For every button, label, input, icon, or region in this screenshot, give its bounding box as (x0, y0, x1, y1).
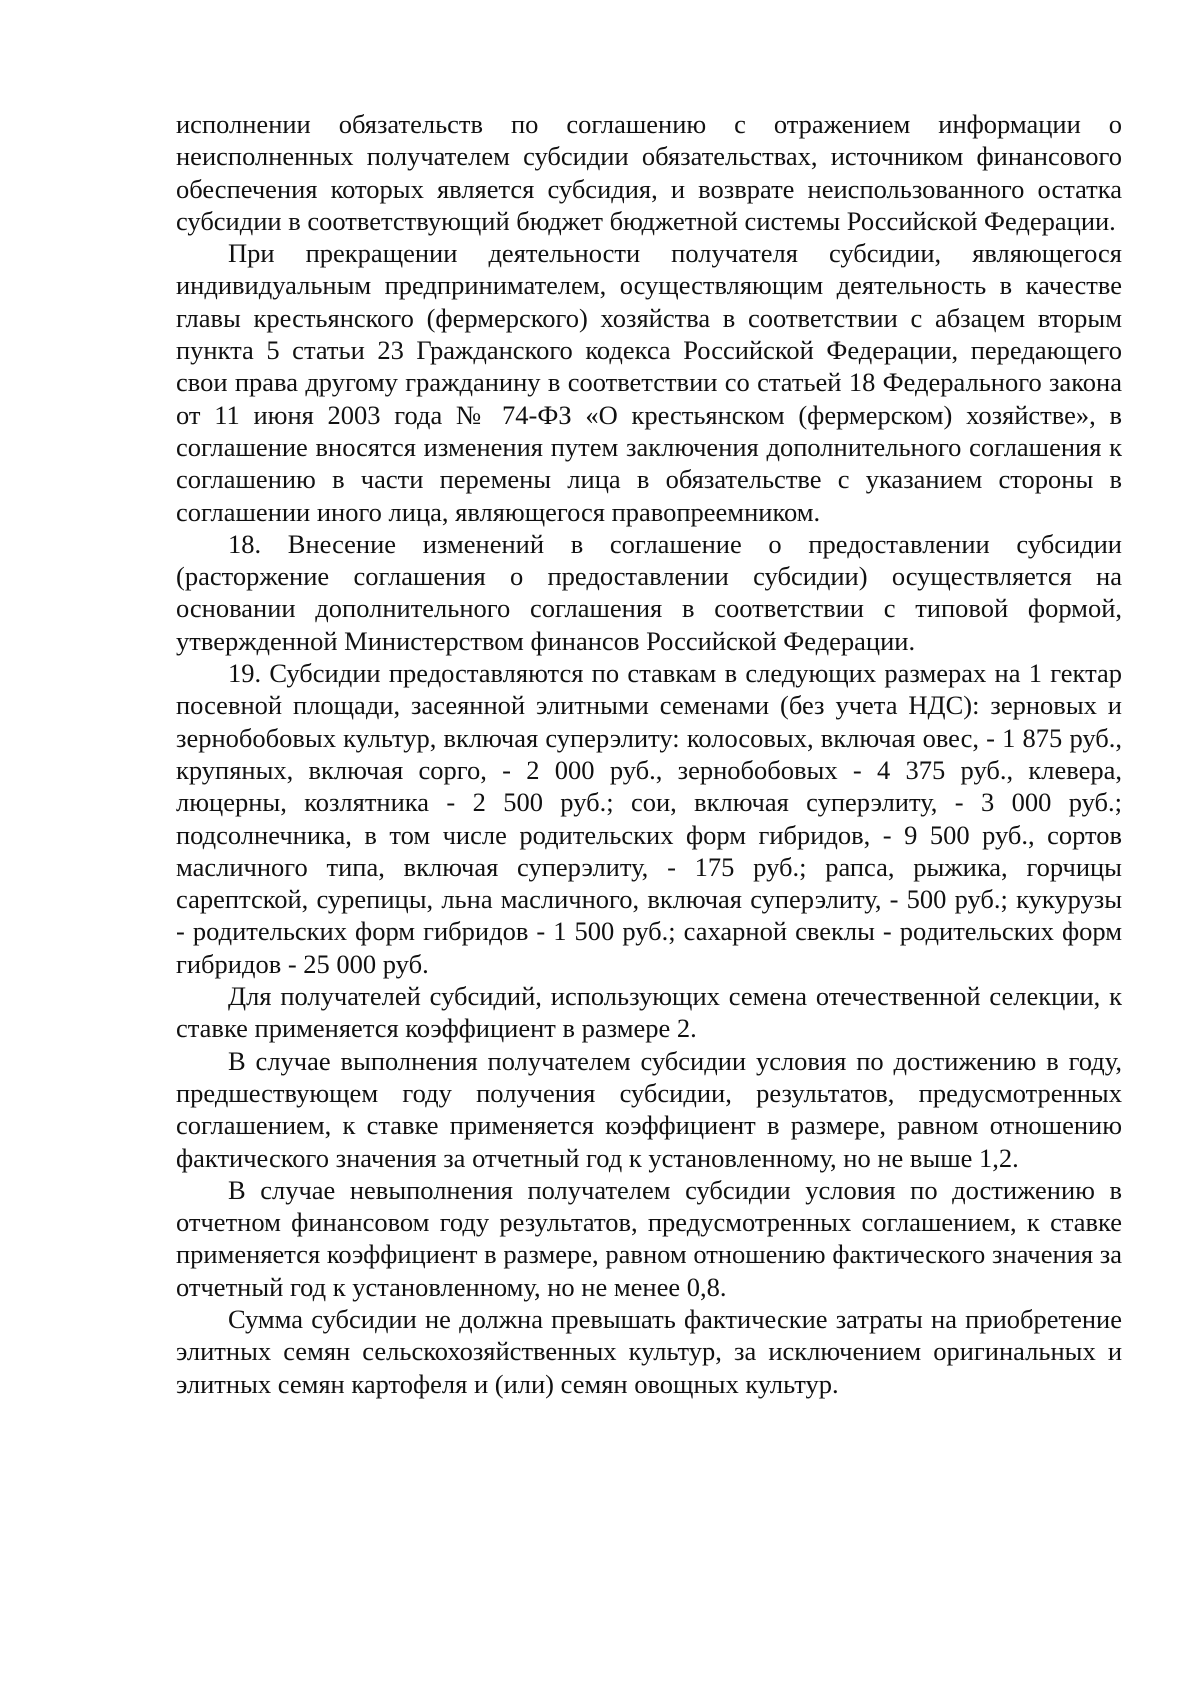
paragraph-domestic-selection-coefficient: Для получателей субсидий, использующих семена отечественной селекции, к ставке применяется коэффициент в размере 2. (176, 981, 1122, 1044)
paragraph-farmer-succession: При прекращении деятельности получателя субсидии, являющегося индивидуальным предпринимателем, осуществляющим деятельность в качестве главы крестьянского (фермерского) хозяйства в соответствии с абзацем вторым пункта 5 статьи 23 Гражданского кодекса Российской Федерации, передающего свои права другому гражданину в соответствии со статьей 18 Федерального закона от 11 июня 2003 года № 74-ФЗ «О крестьянском (фермерском) хозяйстве», в соглашение вносятся изменения путем заключения дополнительного соглашения к соглашению в части перемены лица в обязательстве с указанием стороны в соглашении иного лица, являющегося правопреемником. (176, 238, 1122, 527)
paragraph-fulfillment-coefficient: В случае выполнения получателем субсидии условия по достижению в году, предшествующем году получения субсидии, результатов, предусмотренных соглашением, к ставке применяется коэффициент в размере, равном отношению фактического значения за отчетный год к установленному, но не выше 1,2. (176, 1045, 1122, 1173)
paragraph-nonfulfillment-coefficient: В случае невыполнения получателем субсидии условия по достижению в отчетном финансовом году результатов, предусмотренных соглашением, к ставке применяется коэффициент в размере, равном отношению фактического значения за отчетный год к установленному, но не менее 0,8. (176, 1174, 1122, 1302)
paragraph-subsidy-limit: Сумма субсидии не должна превышать фактические затраты на приобретение элитных семян сельскохозяйственных культур, за исключением оригинальных и элитных семян картофеля и (или) семян овощных культур. (176, 1303, 1122, 1399)
paragraph-obligations-continuation: исполнении обязательств по соглашению с отражением информации о неисполненных получателем субсидии обязательствах, источником финансового обеспечения которых является субсидия, и возврате неиспользованного остатка субсидии в соответствующий бюджет бюджетной системы Российской Федерации. (176, 109, 1122, 236)
document-page (176, 108, 1122, 1400)
paragraph-item-19-rates: 19. Субсидии предоставляются по ставкам в следующих размерах на 1 гектар посевной площади, засеянной элитными семенами (без учета НДС): зерновых и зернобобовых культур, включая суперэлиту: колосовых, включая овес, - 1 875 руб., крупяных, включая сорго, - 2 000 руб., зернобобовых - 4 375 руб., клевера, люцерны, козлятника - 2 500 руб.; сои, включая суперэлиту, - 3 000 руб.; подсолнечника, в том числе родительских форм гибридов, - 9 500 руб., сортов масличного типа, включая суперэлиту, - 175 руб.; рапса, рыжика, горчицы сарептской, сурепицы, льна масличного, включая суперэлиту, - 500 руб.; кукурузы - родительских форм гибридов - 1 500 руб.; сахарной свеклы - родительских форм гибридов - 25 000 руб. (176, 658, 1122, 979)
paragraph-item-18: 18. Внесение изменений в соглашение о предоставлении субсидии (расторжение соглашения о предоставлении субсидии) осуществляется на основании дополнительного соглашения в соответствии с типовой формой, утвержденной Министерством финансов Российской Федерации. (176, 528, 1122, 656)
